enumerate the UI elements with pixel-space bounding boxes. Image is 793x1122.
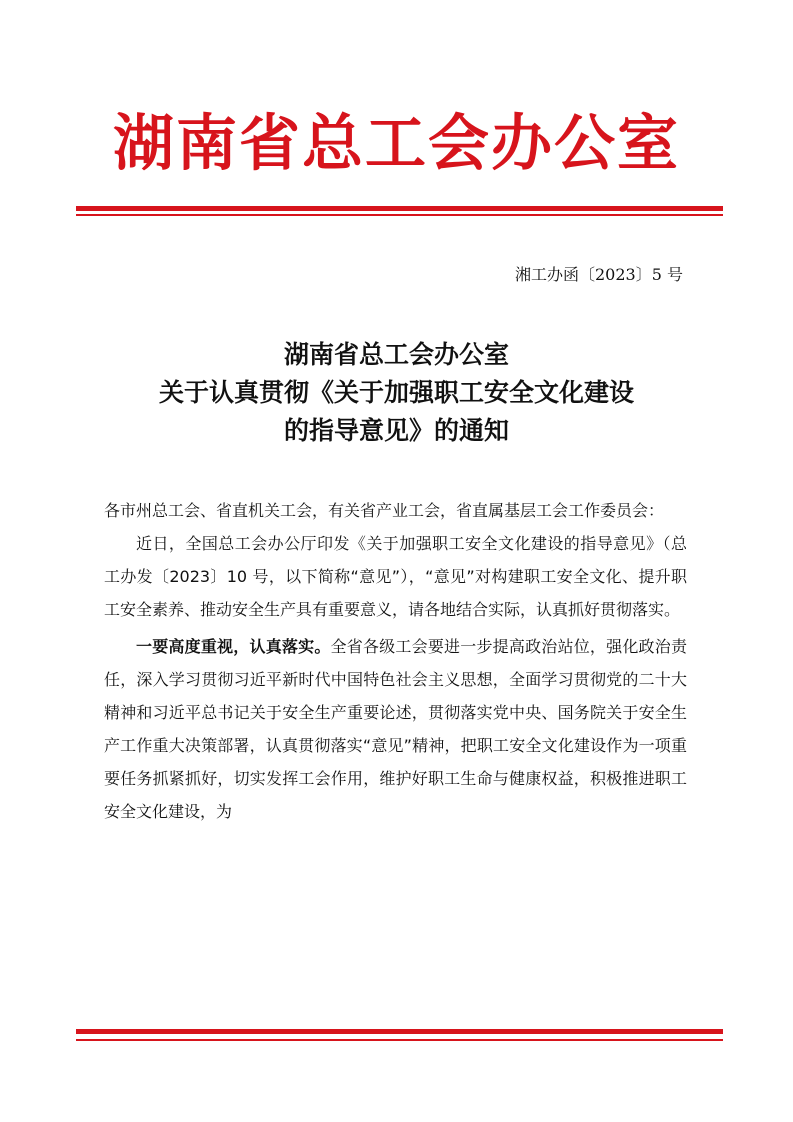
- footer-rule-thick: [76, 1029, 723, 1034]
- salutation: 各市州总工会、省直机关工会，有关省产业工会，省直属基层工会工作委员会：: [104, 501, 665, 520]
- document-body: [104, 494, 687, 828]
- title-line: 湖南省总工会办公室: [283, 340, 509, 369]
- masthead-title: 湖南省总工会办公室: [112, 108, 680, 179]
- document-title: [60, 336, 733, 450]
- paragraph-text: 全省各级工会要进一步提高政治站位，强化政治责任，深入学习贯彻习近平新时代中国特色社会主义思想，全面学习贯彻党的二十大精神和习近平总书记关于安全生产重要论述，贯彻落实党中央、国务院关于安全生产工作重大决策部署，认真贯彻落实“意见”精神，把职工安全文化建设作为一项重要任务抓紧抓好，切实发挥工会作用，维护好职工生命与健康权益，积极推进职工安全文化建设，为: [104, 637, 687, 821]
- title-line: 的指导意见》的通知: [283, 416, 509, 445]
- paragraph-lead: 一要高度重视，认真落实。: [136, 637, 331, 656]
- title-line: 关于认真贯彻《关于加强职工安全文化建设: [158, 378, 634, 407]
- document-number: 湘工办函〔2023〕5 号: [515, 265, 683, 284]
- paragraph-point-one: [104, 630, 687, 828]
- paragraph-intro: 近日，全国总工会办公厅印发《关于加强职工安全文化建设的指导意见》（总工办发〔2023〕10 号，以下简称“意见”），“意见”对构建职工安全文化、提升职工安全素养、推动安全生产具有重要意义，请各地结合实际，认真抓好贯彻落实。: [104, 534, 687, 619]
- header-rule-thin: [76, 214, 723, 216]
- footer-rule-thin: [76, 1039, 723, 1041]
- header-rule-thick: [76, 206, 723, 211]
